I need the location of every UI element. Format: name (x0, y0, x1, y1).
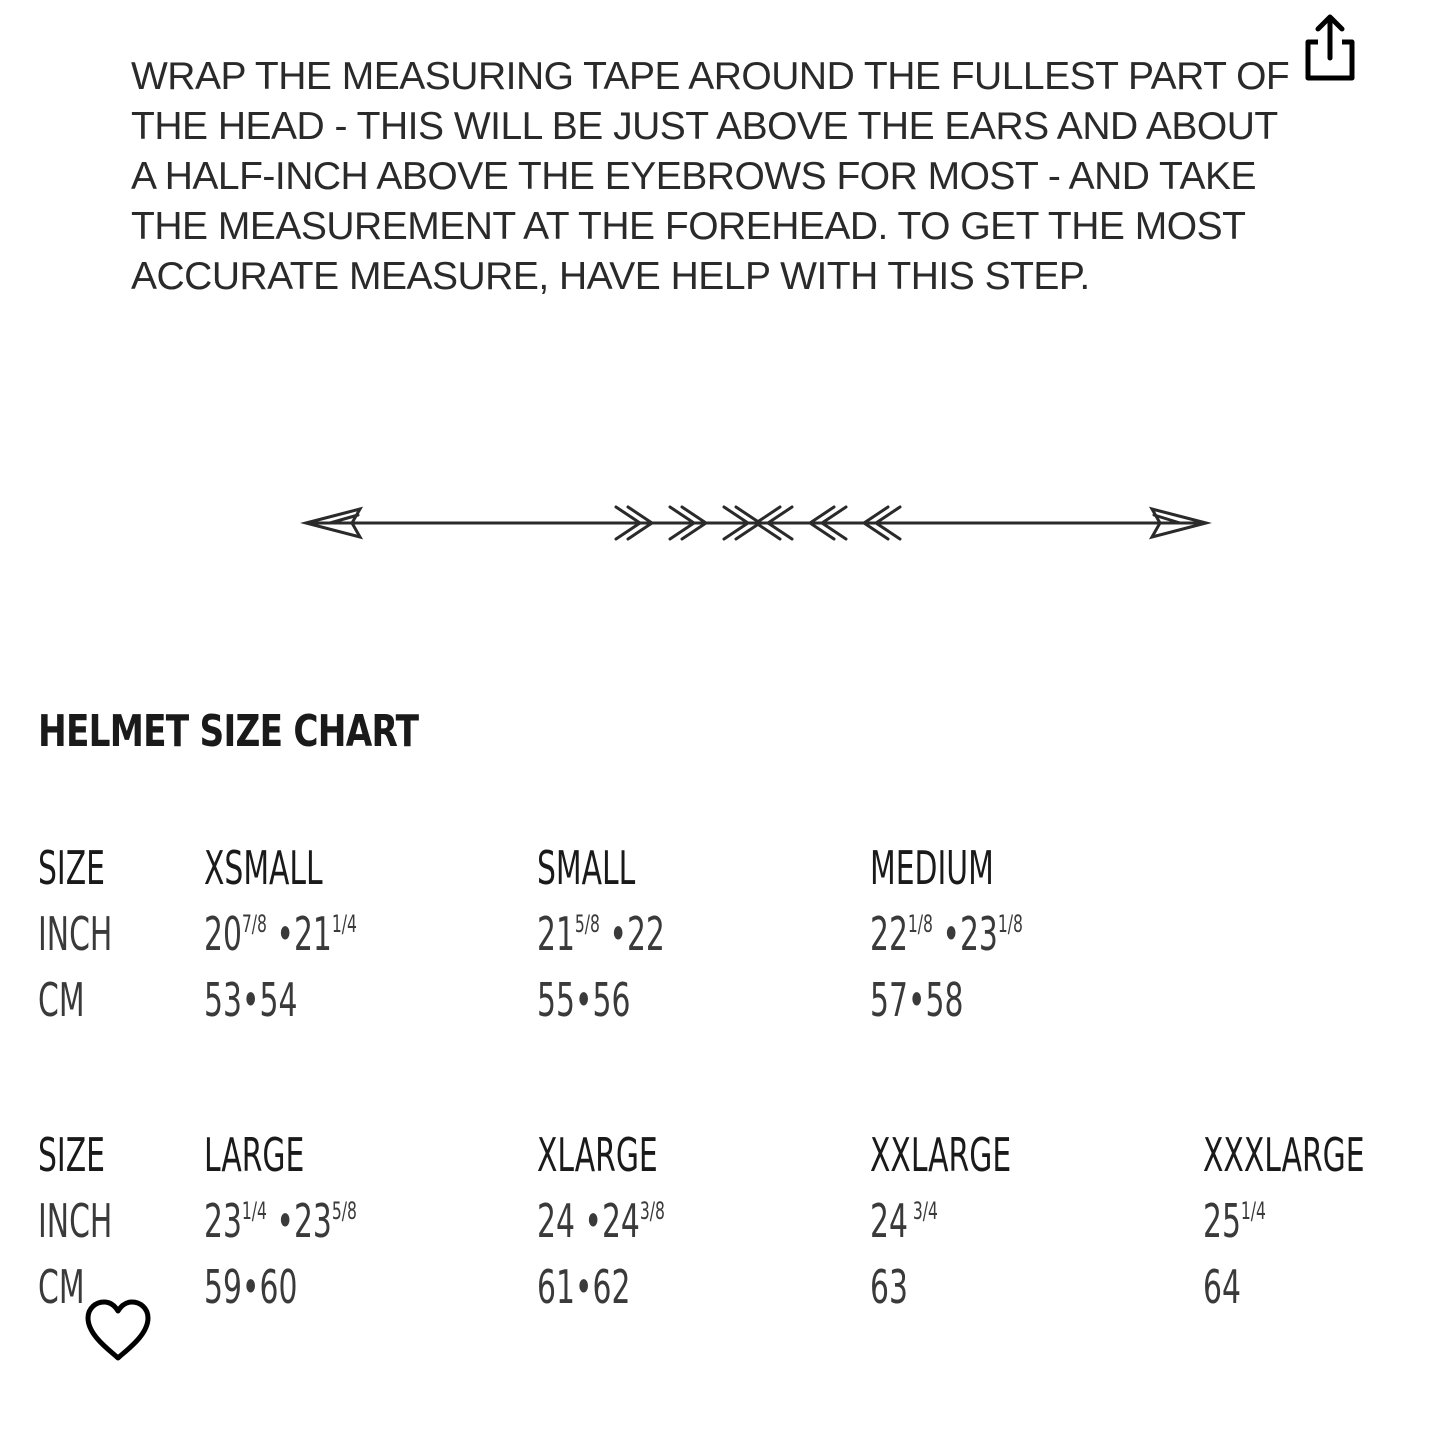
cm-value: 64 (1203, 1260, 1241, 1314)
cm-value: 61•62 (537, 1260, 631, 1314)
size-table-large-to-xxxlarge (0, 1125, 1431, 1323)
inch-row (0, 1191, 1431, 1257)
size-row (0, 838, 1431, 904)
cm-value: 63 (870, 1260, 908, 1314)
size-label: SIZE (38, 841, 105, 895)
inch-value: $23^{1/4}$ $•23^{5/8}$ (204, 1194, 357, 1248)
inch-value: 24 $^{3/4}$ (870, 1194, 938, 1248)
cm-label: CM (38, 1260, 85, 1314)
size-row (0, 1125, 1431, 1191)
cm-value: 55•56 (537, 973, 631, 1027)
heart-outline-icon (82, 1296, 154, 1364)
inch-value: $25^{1/4}$ (1203, 1194, 1266, 1248)
inch-value: $22^{1/8}$ $•23^{1/8}$ (870, 907, 1023, 961)
tape-arrow-graphic (300, 495, 1212, 551)
size-name: XSMALL (204, 841, 323, 895)
cm-value: 59•60 (204, 1260, 298, 1314)
inch-row (0, 904, 1431, 970)
size-table-small-to-medium (0, 838, 1431, 1036)
instruction-line: ACCURATE MEASURE, HAVE HELP WITH THIS STEP. (131, 255, 1090, 298)
size-name: SMALL (537, 841, 636, 895)
share-icon (1298, 12, 1362, 84)
inch-label: INCH (38, 907, 113, 961)
favorite-button[interactable] (82, 1296, 154, 1364)
instruction-line: THE MEASUREMENT AT THE FOREHEAD. TO GET THE MOST (131, 205, 1246, 248)
inch-value: $20^{7/8}$ $•21^{1/4}$ (204, 907, 357, 961)
chart-title: HELMET SIZE CHART (38, 706, 419, 757)
size-name: XLARGE (537, 1128, 658, 1182)
size-name: XXLARGE (870, 1128, 1012, 1182)
instruction-line: A HALF-INCH ABOVE THE EYEBROWS FOR MOST - AND TAKE (131, 155, 1257, 198)
instruction-line: WRAP THE MEASURING TAPE AROUND THE FULLEST PART OF (131, 55, 1290, 98)
share-button[interactable] (1298, 12, 1362, 84)
cm-value: 53•54 (204, 973, 298, 1027)
inch-value: $21^{5/8}$ •22 (537, 907, 665, 961)
instruction-line: THE HEAD - THIS WILL BE JUST ABOVE THE EARS AND ABOUT (131, 105, 1278, 148)
inch-value: 24 $•24^{3/8}$ (537, 1194, 665, 1248)
size-name: MEDIUM (870, 841, 994, 895)
cm-label: CM (38, 973, 85, 1027)
size-label: SIZE (38, 1128, 105, 1182)
cm-row (0, 1257, 1431, 1323)
size-name: XXXLARGE (1203, 1128, 1365, 1182)
size-name: LARGE (204, 1128, 305, 1182)
cm-value: 57•58 (870, 973, 964, 1027)
measuring-instructions (131, 52, 1391, 302)
inch-label: INCH (38, 1194, 113, 1248)
cm-row (0, 970, 1431, 1036)
